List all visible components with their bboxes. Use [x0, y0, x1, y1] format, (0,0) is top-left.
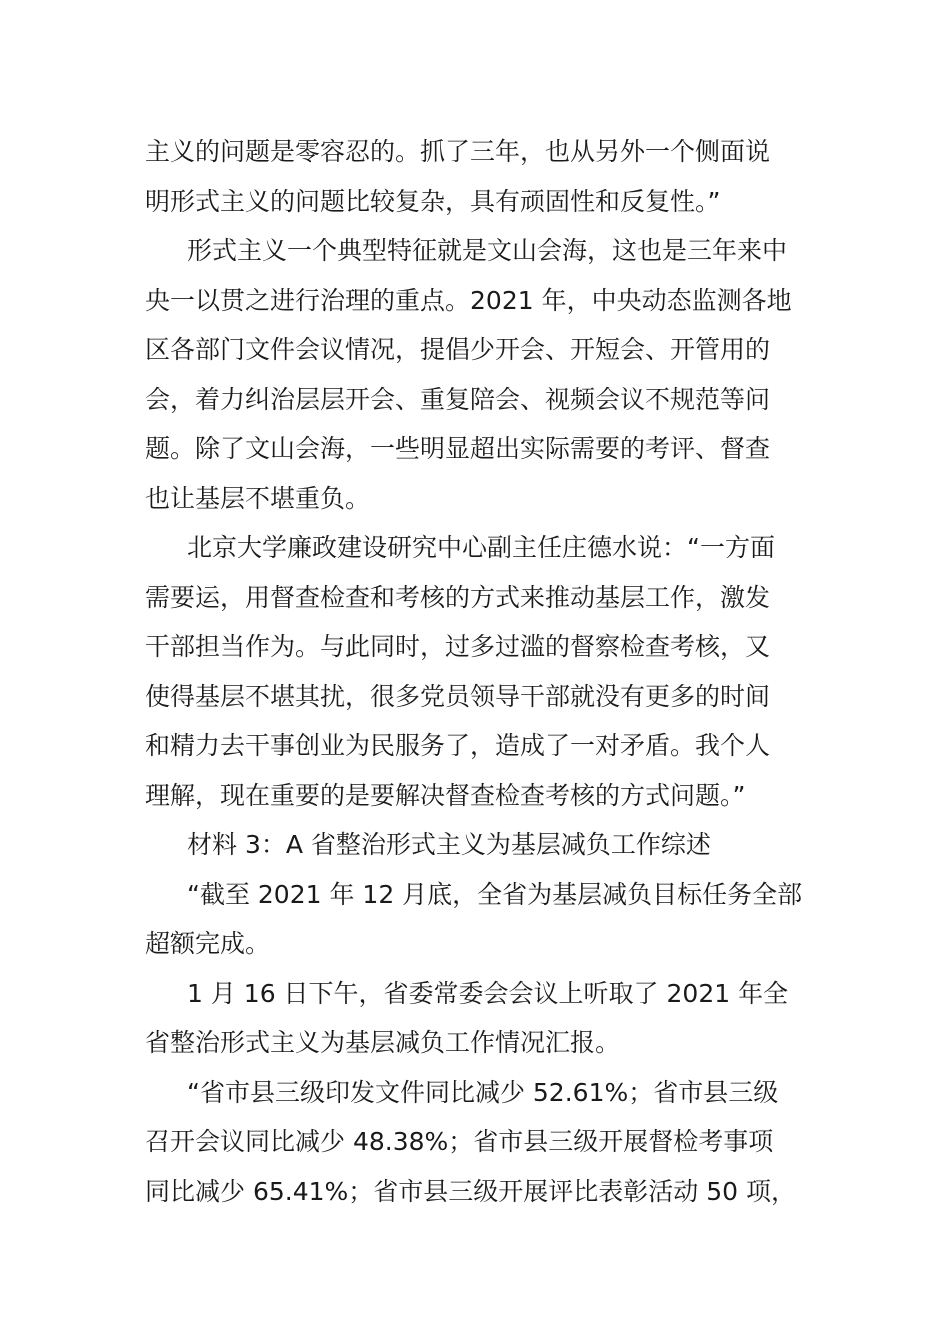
text-line: 区各部门文件会议情况，提倡少开会、开短会、开管用的 — [145, 335, 771, 364]
text-line: 需要运，用督查检查和考核的方式来推动基层工作，激发 — [145, 582, 771, 612]
text-line: “省市县三级印发文件同比减少 52.61%；省市县三级 — [187, 1077, 779, 1107]
text-line: 会，着力纠治层层开会、重复陪会、视频会议不规范等问 — [145, 384, 771, 414]
text-line: 理解，现在重要的是要解决督查检查考核的方式问题。” — [145, 780, 746, 810]
text-line: 使得基层不堪其扰，很多党员领导干部就没有更多的时间 — [145, 681, 771, 711]
section-heading-material-3 — [145, 820, 810, 870]
text-line: “截至 2021 年 12 月底，全省为基层减负目标任务全部 — [187, 879, 803, 909]
paragraph-7 — [145, 1068, 810, 1217]
text-line: 超额完成。 — [145, 929, 271, 958]
text-line: 形式主义一个典型特征就是文山会海，这也是三年来中 — [187, 236, 788, 265]
text-line: 干部担当作为。与此同时，过多过滥的督察检查考核，又 — [145, 632, 771, 661]
text-line: 明形式主义的问题比较复杂，具有顽固性和反复性。” — [145, 186, 721, 216]
text-line: 题。除了文山会海，一些明显超出实际需要的考评、督查 — [145, 434, 771, 463]
paragraph-3 — [145, 523, 810, 820]
paragraph-6 — [145, 969, 810, 1068]
text-line: 主义的问题是零容忍的。抓了三年，也从另外一个侧面说 — [145, 137, 771, 166]
paragraph-2 — [145, 226, 810, 523]
paragraph-5 — [145, 870, 810, 969]
text-line: 也让基层不堪重负。 — [145, 483, 371, 513]
text-line: 央一以贯之进行治理的重点。2021 年，中央动态监测各地 — [145, 285, 792, 315]
text-line: 和精力去干事创业为民服务了，造成了一对矛盾。我个人 — [145, 731, 771, 760]
document-page — [145, 127, 810, 1216]
text-line: 同比减少 65.41%；省市县三级开展评比表彰活动 50 项， — [145, 1176, 796, 1206]
text-line: 1 月 16 日下午，省委常委会会议上听取了 2021 年全 — [187, 978, 789, 1008]
text-line: 省整治形式主义为基层减负工作情况汇报。 — [145, 1028, 621, 1057]
paragraph-1 — [145, 127, 810, 226]
text-line: 材料 3：A 省整治形式主义为基层减负工作综述 — [187, 830, 711, 859]
text-line: 召开会议同比减少 48.38%；省市县三级开展督检考事项 — [145, 1127, 774, 1156]
text-line: 北京大学廉政建设研究中心副主任庄德水说：“一方面 — [187, 533, 775, 562]
